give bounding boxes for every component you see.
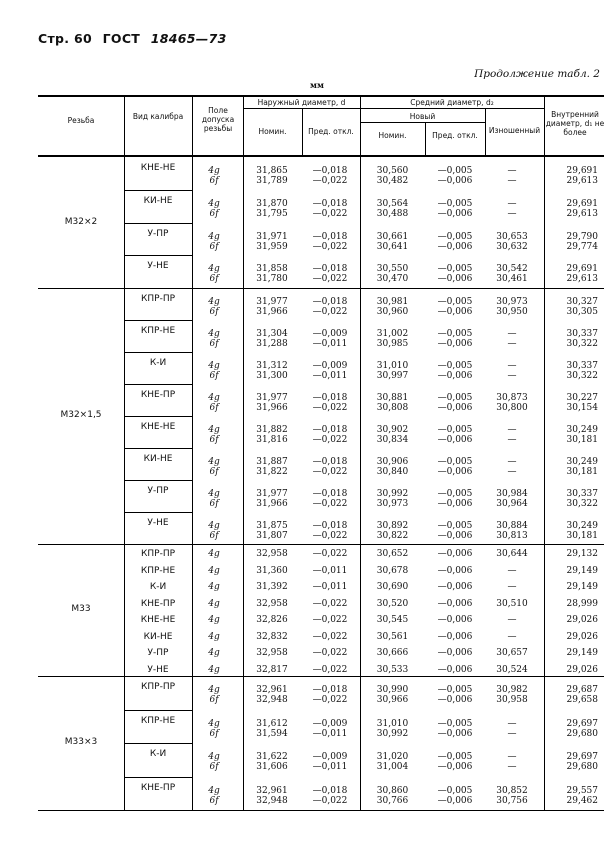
worn-value: — —	[507, 198, 517, 219]
mid-nominal: 30,561	[376, 631, 409, 642]
worn-value: 30,510	[496, 598, 528, 609]
gauge-type: КИ-НЕ	[143, 454, 173, 464]
inner-diameter: 30,249 30,181	[566, 425, 598, 445]
tolerance-field: 4g 6f	[208, 718, 220, 739]
inner-diameter: 29,149	[566, 582, 598, 592]
worn-value: 30,973 30,950	[496, 297, 528, 317]
thread-col-header: Резьба	[67, 116, 95, 125]
gauge-divider	[124, 223, 192, 224]
outer-dev-header: Пред. откл.	[308, 127, 354, 136]
worn-value: 30,852 30,756	[496, 785, 528, 806]
tolerance-col-header: Поле допуска резьбы	[201, 106, 235, 133]
outer-nominal: 32,958	[256, 549, 288, 559]
table-continuation: Продолжение табл. 2	[474, 68, 600, 80]
worn-value: 30,542 30,461	[496, 264, 528, 285]
mid-deviation: —0,006	[437, 598, 473, 609]
mid-deviation: —0,005 —0,006	[437, 231, 473, 252]
inner-diameter: 29,026	[566, 631, 598, 642]
gauge-col-header: Вид калибра	[132, 112, 184, 121]
gauge-type: У-НЕ	[147, 664, 169, 675]
worn-value: — —	[507, 361, 517, 381]
outer-deviation: —0,018 —0,022	[312, 425, 348, 445]
mid-nominal: 30,560 30,482	[376, 166, 409, 186]
mid-nominal: 30,690	[376, 582, 409, 592]
thread-label: М33×3	[64, 737, 98, 747]
outer-nominal: 31,977 31,966	[256, 489, 288, 509]
tolerance-field: 4g 6f	[208, 231, 220, 252]
gauge-type: КНЕ-ПР	[140, 598, 176, 609]
mid-deviation: —0,006	[437, 631, 473, 642]
worn-value: —	[507, 615, 517, 625]
inner-diameter: 29,149	[566, 565, 598, 576]
tolerance-field: 4g	[208, 648, 220, 658]
mid-nominal: 30,533	[376, 664, 409, 675]
tolerance-field: 4g 6f	[208, 329, 220, 349]
gauge-type: КПР-НЕ	[140, 326, 176, 336]
outer-diam-header: Наружный диаметр, d	[257, 98, 346, 107]
mid-deviation: —0,006	[437, 664, 473, 675]
outer-deviation: —0,009 —0,011	[312, 361, 348, 381]
worn-value: —	[507, 582, 517, 592]
inner-diameter: 30,327 30,305	[566, 297, 598, 317]
gauge-type: КНЕ-ПР	[140, 782, 176, 793]
outer-nominal: 31,875 31,807	[256, 521, 288, 541]
mid-nominal: 30,661 30,641	[376, 231, 409, 252]
gauge-type: КПР-НЕ	[140, 715, 176, 726]
outer-nominal: 32,832	[256, 631, 288, 642]
table-top-rule	[38, 95, 604, 97]
mid-deviation: —0,005 —0,006	[437, 489, 473, 509]
outer-deviation: —0,018 —0,022	[312, 231, 348, 252]
tolerance-field: 4g 6f	[208, 361, 220, 381]
tolerance-field: 4g 6f	[208, 425, 220, 445]
gauge-divider	[124, 255, 192, 256]
mid-deviation: —0,005 —0,006	[437, 685, 473, 705]
inner-diameter: 29,790 29,774	[566, 231, 598, 252]
inner-diameter: 29,026	[566, 664, 598, 675]
group-rule	[38, 676, 604, 677]
inner-diameter: 29,691 29,613	[566, 198, 598, 219]
gauge-divider	[124, 512, 192, 513]
outer-nominal: 31,392	[256, 582, 288, 592]
outer-deviation: —0,009 —0,011	[312, 329, 348, 349]
outer-nominal: 31,977 31,966	[256, 393, 288, 413]
mid-deviation: —0,005 —0,006	[437, 329, 473, 349]
group-rule	[38, 544, 604, 545]
tolerance-field: 4g	[208, 664, 220, 675]
mid-deviation: —0,006	[437, 582, 473, 592]
mid-nominal: 31,020 31,004	[376, 752, 409, 772]
outer-nominal: 31,971 31,959	[256, 231, 288, 252]
header-rule	[360, 122, 485, 123]
header-rule	[243, 108, 544, 109]
table-bottom-rule	[38, 810, 604, 811]
tolerance-field: 4g 6f	[208, 785, 220, 806]
tolerance-field: 4g 6f	[208, 264, 220, 285]
outer-deviation: —0,018 —0,022	[312, 297, 348, 317]
mid-nominal: 30,906 30,840	[376, 457, 409, 477]
mid-nominal: 30,892 30,822	[376, 521, 409, 541]
gauge-type: КНЕ-НЕ	[140, 163, 176, 173]
outer-deviation: —0,022	[312, 631, 348, 642]
gauge-divider	[124, 448, 192, 449]
outer-nominal: 31,887 31,822	[256, 457, 288, 477]
gauge-divider	[124, 352, 192, 353]
tolerance-field: 4g	[208, 565, 220, 576]
outer-nominal-header: Номин.	[258, 127, 287, 136]
tolerance-field: 4g	[208, 631, 220, 642]
mid-nominal: 31,010 30,992	[376, 718, 409, 739]
mid-deviation: —0,005 —0,006	[437, 425, 473, 445]
outer-nominal: 32,961 32,948	[256, 685, 288, 705]
mid-nominal-header: Номин.	[378, 131, 407, 140]
outer-deviation: —0,022	[312, 615, 348, 625]
column-rule	[243, 95, 244, 810]
inner-diameter: 29,149	[566, 648, 598, 658]
tolerance-field: 4g 6f	[208, 457, 220, 477]
standard-number: 18465—73	[150, 31, 227, 46]
page-header	[38, 31, 227, 46]
mid-deviation: —0,006	[437, 615, 473, 625]
mid-deviation: —0,005 —0,006	[437, 457, 473, 477]
gauge-divider	[124, 416, 192, 417]
gauge-type: КНЕ-НЕ	[140, 615, 176, 625]
gauge-type: КНЕ-ПР	[140, 390, 176, 400]
mid-nominal: 30,981 30,960	[376, 297, 409, 317]
inner-diameter: 29,691 29,613	[566, 264, 598, 285]
worn-value: — —	[507, 457, 517, 477]
mid-nominal: 30,881 30,808	[376, 393, 409, 413]
standard-label: ГОСТ	[102, 31, 141, 46]
outer-deviation: —0,022	[312, 664, 348, 675]
gauge-type: У-ПР	[147, 228, 169, 239]
gauge-type: КИ-НЕ	[143, 195, 173, 206]
mid-nominal: 30,678	[376, 565, 409, 576]
thread-label: М32×2	[64, 216, 98, 227]
outer-deviation: —0,022	[312, 598, 348, 609]
gauge-type: К-И	[149, 358, 167, 368]
gauge-type: У-ПР	[147, 486, 169, 496]
worn-value: — —	[507, 329, 517, 349]
gauge-type: КПР-ПР	[140, 682, 176, 692]
worn-value: — —	[507, 425, 517, 445]
mid-nominal: 30,545	[376, 615, 409, 625]
inner-diameter: 29,697 29,680	[566, 718, 598, 739]
gauge-type: К-И	[149, 582, 167, 592]
outer-nominal: 31,360	[256, 565, 288, 576]
tolerance-field: 4g	[208, 598, 220, 609]
outer-deviation: —0,018 —0,022	[312, 166, 348, 186]
worn-value: 30,653 30,632	[496, 231, 528, 252]
gauge-type: КНЕ-НЕ	[140, 422, 176, 432]
outer-nominal: 31,977 31,966	[256, 297, 288, 317]
inner-diameter: 30,337 30,322	[566, 361, 598, 381]
outer-nominal: 31,612 31,594	[256, 718, 288, 739]
mid-nominal: 30,990 30,966	[376, 685, 409, 705]
tolerance-field: 4g 6f	[208, 752, 220, 772]
outer-nominal: 32,961 32,948	[256, 785, 288, 806]
mid-nominal: 31,010 30,997	[376, 361, 409, 381]
tolerance-field: 4g 6f	[208, 166, 220, 186]
outer-deviation: —0,018 —0,022	[312, 198, 348, 219]
inner-diameter: 29,557 29,462	[566, 785, 598, 806]
outer-deviation: —0,018 —0,022	[312, 457, 348, 477]
thread-label: М32×1,5	[60, 410, 102, 420]
column-rule	[192, 95, 193, 810]
tolerance-field: 4g	[208, 582, 220, 592]
outer-nominal: 31,622 31,606	[256, 752, 288, 772]
inner-diam-header: Внутренний диаметр, d₁ не более	[545, 110, 605, 137]
worn-value: 30,982 30,958	[496, 685, 528, 705]
outer-nominal: 31,858 31,780	[256, 264, 288, 285]
mid-nominal: 30,652	[376, 549, 409, 559]
gauge-divider	[124, 743, 192, 744]
outer-nominal: 32,826	[256, 615, 288, 625]
tolerance-field: 4g 6f	[208, 198, 220, 219]
inner-diameter: 30,249 30,181	[566, 521, 598, 541]
gauge-type: У-НЕ	[147, 261, 169, 272]
mid-deviation: —0,006	[437, 565, 473, 576]
header-bottom-rule	[38, 155, 604, 157]
gauge-type: У-ПР	[147, 648, 169, 658]
tolerance-field: 4g 6f	[208, 521, 220, 541]
outer-nominal: 32,958	[256, 648, 288, 658]
outer-deviation: —0,011	[312, 565, 348, 576]
worn-value: 30,657	[496, 648, 528, 658]
gauge-type: КИ-НЕ	[143, 631, 173, 642]
unit-label: мм	[310, 80, 324, 90]
worn-value: —	[507, 631, 517, 642]
gauge-type: КПР-ПР	[140, 294, 176, 304]
gauge-divider	[124, 777, 192, 778]
gauge-type: К-И	[149, 749, 167, 759]
mid-nominal: 30,520	[376, 598, 409, 609]
mid-nominal: 30,666	[376, 648, 409, 658]
inner-diameter: 29,691 29,613	[566, 166, 598, 186]
mid-nominal: 30,564 30,488	[376, 198, 409, 219]
worn-value: — —	[507, 166, 517, 186]
tolerance-field: 4g 6f	[208, 685, 220, 705]
mid-deviation: —0,005 —0,006	[437, 521, 473, 541]
tolerance-field: 4g 6f	[208, 489, 220, 509]
column-rule	[544, 95, 545, 810]
worn-value: — —	[507, 718, 517, 739]
inner-diameter: 29,697 29,680	[566, 752, 598, 772]
mid-deviation: —0,005 —0,006	[437, 752, 473, 772]
worn-value: —	[507, 565, 517, 576]
inner-diameter: 30,249 30,181	[566, 457, 598, 477]
thread-label: М33	[71, 604, 91, 614]
gauge-divider	[124, 190, 192, 191]
mid-deviation: —0,006	[437, 549, 473, 559]
tolerance-field: 4g	[208, 549, 220, 559]
tolerance-field: 4g	[208, 615, 220, 625]
outer-nominal: 31,870 31,795	[256, 198, 288, 219]
mid-deviation: —0,005 —0,006	[437, 393, 473, 413]
inner-diameter: 30,227 30,154	[566, 393, 598, 413]
group-rule	[38, 288, 604, 289]
outer-deviation: —0,018 —0,022	[312, 521, 348, 541]
inner-diameter: 29,687 29,658	[566, 685, 598, 705]
mid-deviation: —0,005 —0,006	[437, 297, 473, 317]
worn-value: 30,884 30,813	[496, 521, 528, 541]
inner-diameter: 30,337 30,322	[566, 329, 598, 349]
tolerance-field: 4g 6f	[208, 393, 220, 413]
inner-diameter: 29,132	[566, 549, 598, 559]
mid-nominal: 30,860 30,766	[376, 785, 409, 806]
gauge-type: КПР-ПР	[140, 549, 176, 559]
mid-deviation: —0,005 —0,006	[437, 785, 473, 806]
outer-nominal: 31,304 31,288	[256, 329, 288, 349]
inner-diameter: 28,999	[566, 598, 598, 609]
outer-nominal: 32,817	[256, 664, 288, 675]
gauge-divider	[124, 710, 192, 711]
mid-deviation: —0,005 —0,006	[437, 361, 473, 381]
outer-deviation: —0,018 —0,022	[312, 685, 348, 705]
new-header: Новый	[409, 112, 436, 121]
column-rule	[360, 95, 361, 810]
worn-value: 30,524	[496, 664, 528, 675]
mid-nominal: 30,992 30,973	[376, 489, 409, 509]
outer-nominal: 31,865 31,789	[256, 166, 288, 186]
tolerance-field: 4g 6f	[208, 297, 220, 317]
outer-nominal: 31,312 31,300	[256, 361, 288, 381]
gauge-divider	[124, 480, 192, 481]
page-number: Стр. 60	[38, 31, 92, 46]
gauge-type: КПР-НЕ	[140, 565, 176, 576]
gauge-divider	[124, 384, 192, 385]
worn-value: 30,873 30,800	[496, 393, 528, 413]
inner-diameter: 30,337 30,322	[566, 489, 598, 509]
worn-value: 30,984 30,964	[496, 489, 528, 509]
worn-value: — —	[507, 752, 517, 772]
mid-nominal: 31,002 30,985	[376, 329, 409, 349]
mid-nominal: 30,550 30,470	[376, 264, 409, 285]
worn-value: 30,644	[496, 549, 528, 559]
gauge-divider	[124, 320, 192, 321]
mid-nominal: 30,902 30,834	[376, 425, 409, 445]
outer-deviation: —0,018 —0,022	[312, 785, 348, 806]
mid-deviation: —0,005 —0,006	[437, 264, 473, 285]
outer-nominal: 31,882 31,816	[256, 425, 288, 445]
gauge-type: У-НЕ	[147, 518, 169, 528]
worn-header: Изношенный	[488, 126, 541, 135]
mid-deviation: —0,005 —0,006	[437, 198, 473, 219]
outer-deviation: —0,009 —0,011	[312, 718, 348, 739]
outer-deviation: —0,018 —0,022	[312, 264, 348, 285]
mid-deviation: —0,005 —0,006	[437, 718, 473, 739]
mid-deviation: —0,006	[437, 648, 473, 658]
outer-deviation: —0,022	[312, 648, 348, 658]
mid-dev-header: Пред. откл.	[432, 131, 478, 140]
outer-deviation: —0,011	[312, 582, 348, 592]
mid-deviation: —0,005 —0,006	[437, 166, 473, 186]
outer-nominal: 32,958	[256, 598, 288, 609]
outer-deviation: —0,018 —0,022	[312, 489, 348, 509]
mid-diam-header: Средний диаметр, d₂	[410, 98, 494, 107]
outer-deviation: —0,022	[312, 549, 348, 559]
outer-deviation: —0,009 —0,011	[312, 752, 348, 772]
outer-deviation: —0,018 —0,022	[312, 393, 348, 413]
inner-diameter: 29,026	[566, 615, 598, 625]
